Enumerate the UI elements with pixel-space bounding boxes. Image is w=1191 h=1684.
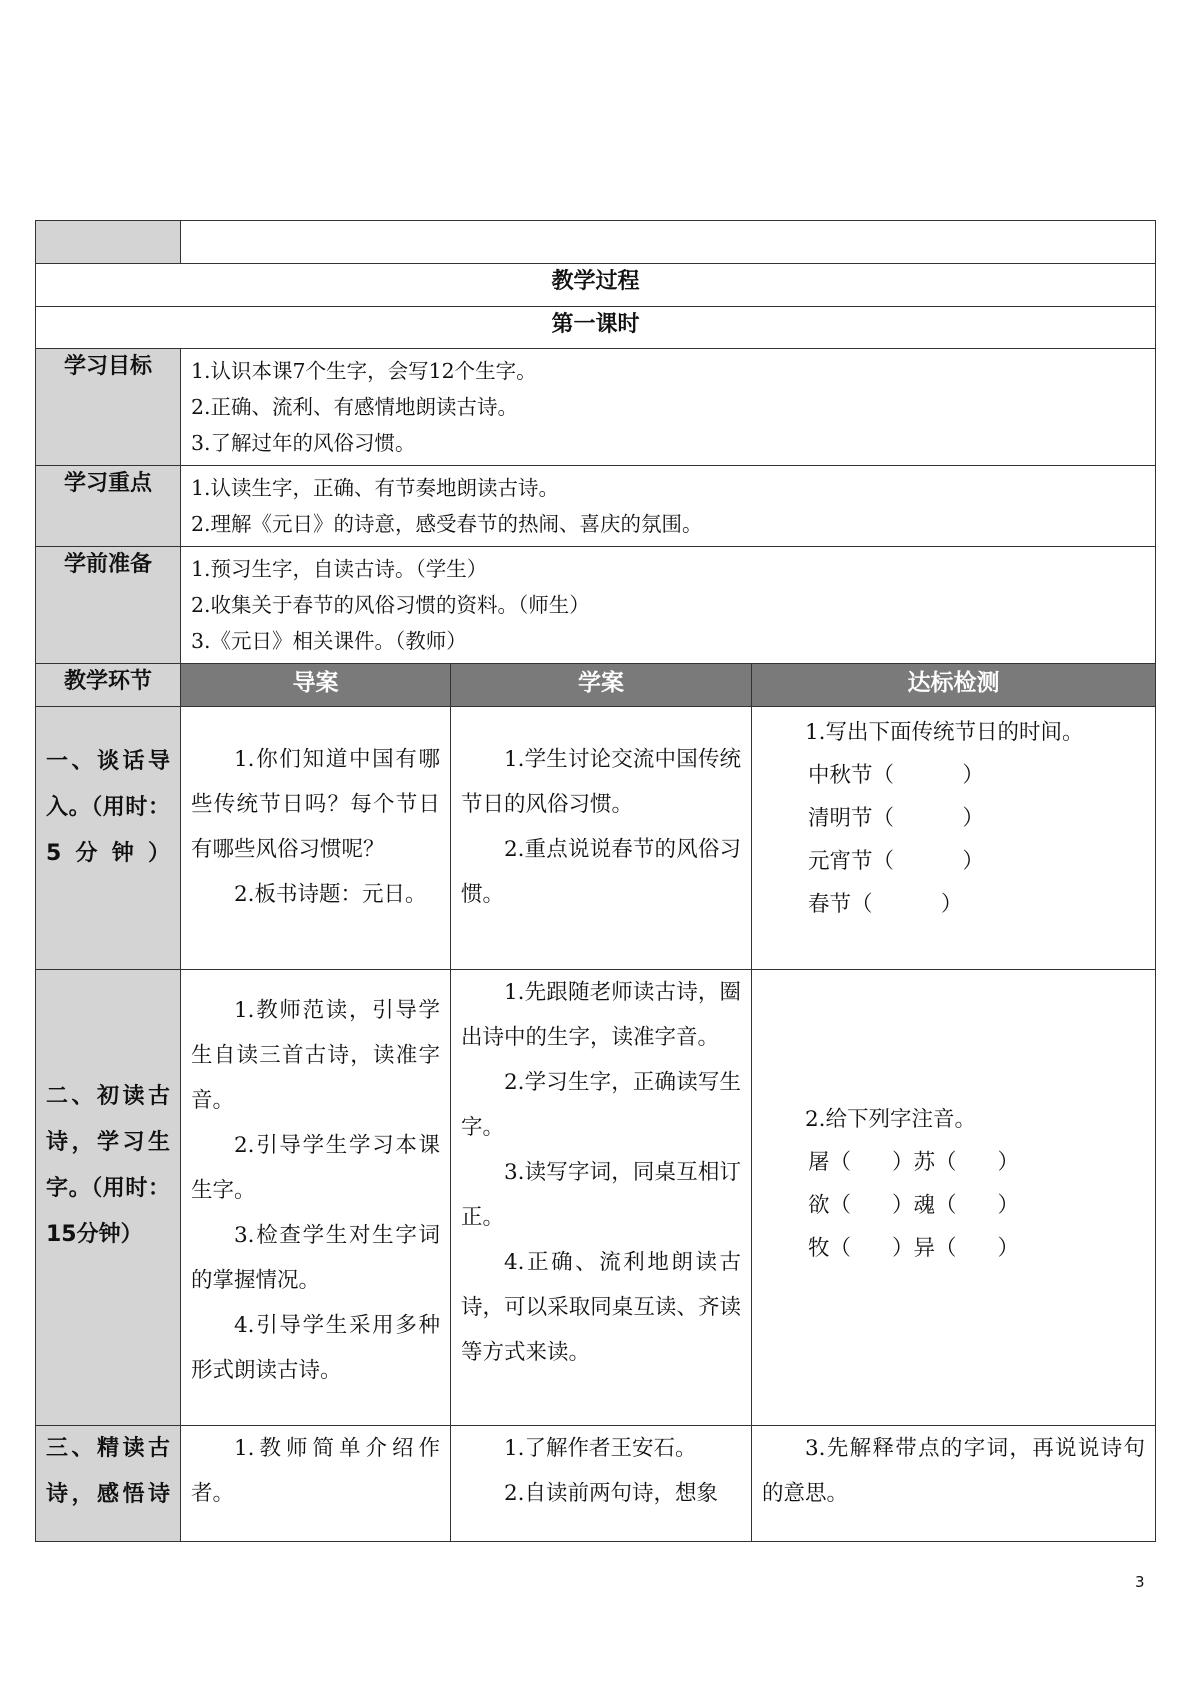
goals-label: 学习目标 xyxy=(36,349,181,466)
focus-list xyxy=(181,466,1155,546)
guide-item: 3.检查学生对生字词的掌握情况。 xyxy=(191,1223,440,1293)
check-intro: 2.给下列字注音。 xyxy=(805,1107,977,1132)
check-item: 欲（ ）魂（ ） xyxy=(808,1193,1020,1218)
guide-item: 2.引导学生学习本课生字。 xyxy=(191,1133,440,1203)
prep-row xyxy=(36,547,1156,664)
stage-label: 三、精读古诗，感悟诗 xyxy=(46,1436,170,1507)
column-header-row xyxy=(36,664,1156,707)
guide-cell xyxy=(181,707,451,970)
study-item: 1.学生讨论交流中国传统节日的风俗习惯。 xyxy=(461,747,741,817)
goal-item: 3.了解过年的风俗习惯。 xyxy=(191,431,416,455)
study-item: 4.正确、流利地朗读古诗，可以采取同桌互读、齐读等方式来读。 xyxy=(461,1250,741,1365)
page-number: 3 xyxy=(1135,1573,1145,1591)
check-content xyxy=(752,707,1155,930)
check-intro: 3.先解释带点的字词，再说说诗句的意思。 xyxy=(762,1436,1145,1506)
check-cell xyxy=(752,707,1156,970)
guide-item: 1.教师范读，引导学生自读三首古诗，读准字音。 xyxy=(191,998,440,1113)
check-item: 春节（ ） xyxy=(808,892,963,917)
check-item: 中秋节（ ） xyxy=(808,763,984,788)
prep-item: 2.收集关于春节的风俗习惯的资料。（师生） xyxy=(191,593,590,617)
study-item: 1.了解作者王安石。 xyxy=(504,1436,697,1461)
stage-cell xyxy=(36,1426,181,1542)
focus-item: 2.理解《元日》的诗意，感受春节的热闹、喜庆的氛围。 xyxy=(191,512,703,536)
check-intro: 1.写出下面传统节日的时间。 xyxy=(805,720,1084,745)
column-header-check: 达标检测 xyxy=(752,664,1156,707)
lesson-plan-table xyxy=(35,220,1156,1542)
guide-cell xyxy=(181,970,451,1426)
guide-item: 1.教师简单介绍作者。 xyxy=(191,1436,440,1506)
check-item: 元宵节（ ） xyxy=(808,849,984,874)
stage-cell xyxy=(36,970,181,1426)
guide-item: 4.引导学生采用多种形式朗读古诗。 xyxy=(191,1313,440,1383)
study-item: 2.学习生字，正确读写生字。 xyxy=(461,1070,741,1140)
blank-content-cell xyxy=(181,221,1156,264)
table-row xyxy=(36,1426,1156,1542)
stage-cell xyxy=(36,707,181,970)
focus-content xyxy=(181,466,1156,547)
check-content xyxy=(752,970,1155,1274)
lesson-title: 第一课时 xyxy=(36,307,1156,349)
check-item: 牧（ ）异（ ） xyxy=(808,1236,1020,1261)
prep-label: 学前准备 xyxy=(36,547,181,664)
table-row xyxy=(36,707,1156,970)
study-item: 3.读写字词，同桌互相订正。 xyxy=(461,1160,741,1230)
study-cell xyxy=(451,707,752,970)
lesson-title-row xyxy=(36,307,1156,349)
stage-label: 二、初读古诗，学习生字。（用时：15分钟） xyxy=(46,1084,170,1247)
section-title-row xyxy=(36,264,1156,307)
section-title: 教学过程 xyxy=(36,264,1156,307)
column-header-stage: 教学环节 xyxy=(36,664,181,707)
study-item: 2.自读前两句诗，想象 xyxy=(504,1481,719,1506)
study-item: 2.重点说说春节的风俗习惯。 xyxy=(461,837,741,907)
blank-label-cell xyxy=(36,221,181,264)
check-cell xyxy=(752,970,1156,1426)
goals-row xyxy=(36,349,1156,466)
prep-content xyxy=(181,547,1156,664)
check-item: 清明节（ ） xyxy=(808,806,984,831)
focus-row xyxy=(36,466,1156,547)
study-content xyxy=(451,970,751,1381)
check-item: 屠（ ）苏（ ） xyxy=(808,1150,1020,1175)
blank-row xyxy=(36,221,1156,264)
guide-cell xyxy=(181,1426,451,1542)
study-cell xyxy=(451,970,752,1426)
focus-label: 学习重点 xyxy=(36,466,181,547)
table-row xyxy=(36,970,1156,1426)
study-item: 1.先跟随老师读古诗，圈出诗中的生字，读准字音。 xyxy=(461,980,741,1050)
column-header-study: 学案 xyxy=(451,664,752,707)
prep-item: 3.《元日》相关课件。（教师） xyxy=(191,629,467,653)
check-content xyxy=(752,1426,1155,1522)
focus-item: 1.认读生字，正确、有节奏地朗读古诗。 xyxy=(191,476,560,500)
goals-list xyxy=(181,349,1155,465)
goals-content xyxy=(181,349,1156,466)
study-cell xyxy=(451,1426,752,1542)
guide-item: 1.你们知道中国有哪些传统节日吗？每个节日有哪些风俗习惯呢？ xyxy=(191,747,440,862)
goal-item: 2.正确、流利、有感情地朗读古诗。 xyxy=(191,395,519,419)
prep-list xyxy=(181,547,1155,663)
guide-item: 2.板书诗题：元日。 xyxy=(234,882,427,907)
prep-item: 1.预习生字，自读古诗。（学生） xyxy=(191,557,488,581)
study-content xyxy=(451,1426,751,1522)
goal-item: 1.认识本课7个生字，会写12个生字。 xyxy=(191,359,537,383)
study-content xyxy=(451,707,751,923)
check-cell xyxy=(752,1426,1156,1542)
stage-label: 一、谈话导入。（用时：5分钟） xyxy=(46,749,170,866)
guide-content xyxy=(181,970,450,1399)
guide-content xyxy=(181,707,450,923)
column-header-guide: 导案 xyxy=(181,664,451,707)
guide-content xyxy=(181,1426,450,1522)
